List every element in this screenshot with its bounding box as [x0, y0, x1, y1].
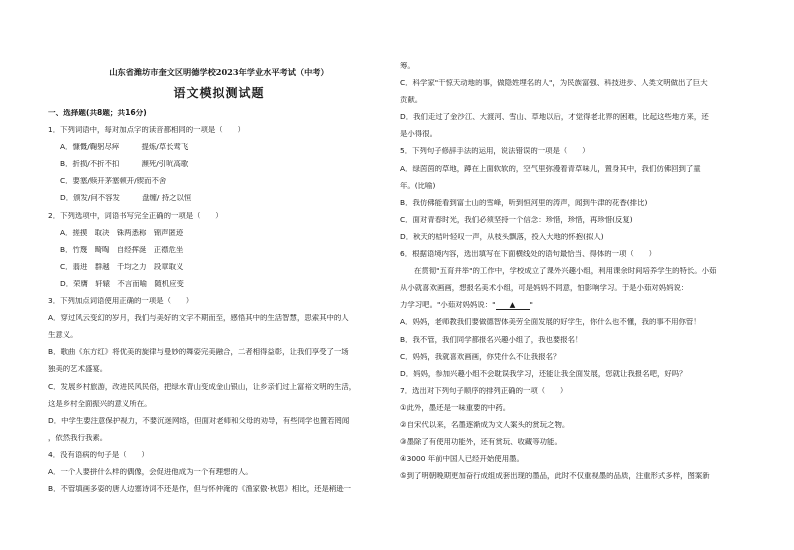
line-text: 生意义。: [48, 331, 78, 340]
left-column: [48, 62, 390, 502]
line-text: 年。(比喻): [400, 181, 436, 190]
text-line: [400, 455, 748, 472]
text-line: [48, 365, 390, 382]
line-text: B．折损/不折不扣 濒死/引吭高歌: [60, 160, 189, 169]
line-text: B．不管填画多姿的唐人边塞诗词不还是作，但与怀仲淹的《渔家傲·秋思》相比，还是稍逊一: [48, 485, 352, 494]
answer-option: [48, 194, 390, 211]
line-text: 4．没有语病的句子是（ ）: [48, 450, 149, 459]
question-stem: [400, 387, 748, 404]
line-text: C．妈妈，我就喜欢画画，你凭什么不让我报名？: [400, 352, 561, 361]
text-line: [48, 417, 390, 434]
text-line: [400, 182, 748, 199]
text-line: [48, 314, 390, 331]
line-text: 从小就喜欢画画，想报名美术小组，可是妈妈不同意，怕影响学习。于是小茹对妈妈说：: [400, 284, 689, 293]
line-text: B．竹篾 畸啕 自经挥涎 正襟危坐: [60, 245, 184, 254]
line-text: 3．下列加点词语使用正确的一项是（ ）: [48, 297, 194, 306]
answer-option: [48, 143, 390, 160]
text-line: [400, 353, 748, 370]
line-text: D．我们走过了金沙江、大渡河、雪山、草地以后，才觉得老北界的困难，比起这些地方来，还: [400, 113, 709, 122]
answer-option: [48, 280, 390, 297]
line-text: C．发展乡村旅游，改进民风民俗，把绿水青山变成金山银山，让乡亲们过上富裕文明的生活，: [48, 382, 357, 391]
text-line: [48, 485, 390, 502]
text-line: [400, 96, 748, 113]
line-text: D．颁发/问不容发 盘缠/ 持之以恒: [60, 194, 192, 203]
text-line: [48, 468, 390, 485]
answer-option: [48, 229, 390, 246]
line-text: 7．选出对下列句子顺序的排列正确的一项（ ）: [400, 386, 568, 395]
line-text: 贡献。: [400, 96, 423, 105]
question-stem: [400, 147, 748, 164]
line-text: 一、选择题(共8题；共16分): [48, 109, 147, 117]
line-text: B．歌曲《东方红》将优美的旋律与曼妙的舞姿完美融合，二者相得益彰，让我们享受了一场: [48, 348, 349, 357]
answer-option: [48, 263, 390, 280]
question-stem: [48, 451, 390, 468]
line-text: D．秋天的桔叶轻叹一声，从枝头飘落，投入大地的怀抱(拟人): [400, 232, 604, 241]
line-text: D．荣膺 轩辕 不言而喻 随机应变: [60, 279, 184, 288]
text-line: [400, 216, 748, 233]
text-line: [48, 383, 390, 400]
section-heading: [48, 109, 390, 126]
text-line: [400, 318, 748, 335]
line-text: 5．下列句子修辞手法的运用，说法错误的一项是（ ）: [400, 147, 590, 156]
line-text: 这是乡村全面振兴的意义所在。: [48, 399, 152, 408]
line-text: 6．根据语境内容，选出填写在下面横线处的语句最恰当、得体的一项（ ）: [400, 250, 656, 259]
line-text: A．穿过风云变幻的岁月，我们与美好的文字不期而至，感悟其中的生活智慧，思索其中的人: [48, 314, 349, 323]
line-tail: ": [529, 301, 533, 310]
exam-title: 山东省潍坊市奎文区明德学校2023年学业水平考试（中考）: [109, 67, 329, 77]
line-text: A．一个人要拼什么样的偶像，会促进他成为一个有理想的人。: [48, 467, 253, 476]
line-text: A．慷慨/鞠躬尽瘁 提炼/草长莺飞: [60, 143, 189, 152]
exam-subtitle: 语文模拟测试题: [173, 86, 265, 100]
text-line: [48, 434, 390, 451]
line-text: A．妈妈，老师教我们要做德智体美劳全面发展的好学生，你什么也不懂，我的事不用你管！: [400, 318, 701, 327]
line-text: 筹。: [400, 62, 415, 70]
text-line: [400, 79, 748, 96]
text-line: [48, 348, 390, 365]
text-line: [400, 130, 748, 147]
line-text: ③墨除了有使用功能外，还有赏玩、收藏等功能。: [400, 438, 562, 447]
line-text: A．搓摸 取决 铢两悉称 锦声匿迹: [60, 228, 184, 237]
answer-option: [48, 160, 390, 177]
line-text: ④3000 年前中国人已经开始使用墨。: [400, 455, 524, 464]
line-text: C．翡进 群越 千均之力 段章取义: [60, 262, 184, 271]
text-line: [400, 370, 748, 387]
line-text: ，依然我行我素。: [48, 433, 108, 442]
text-line: [400, 199, 748, 216]
line-text: ①此外，墨还是一味重要的中药。: [400, 403, 511, 412]
text-line: [400, 233, 748, 250]
line-text: 独美的艺术盛宴。: [48, 365, 108, 374]
line-text: C．面对青春时光，我们必须坚持一个信念：珍惜，珍惜，再珍惜(反复): [400, 215, 633, 224]
line-text: 是小得很。: [400, 130, 437, 139]
answer-blank: ▲: [496, 301, 530, 309]
text-line: [400, 62, 748, 79]
line-text: D．中学生要注意保护视力，不要沉迷网络，但面对老师和父母的劝导，有些同学也置若罔闻: [48, 416, 350, 425]
line-text: 2．下列选项中，词语书写完全正确的一项是（ ）: [48, 211, 223, 220]
text-line: [400, 284, 748, 301]
question-stem: [48, 212, 390, 229]
question-stem: [400, 250, 748, 267]
line-text: B．我仿佛能看到富士山的雪峰，听到恒河里的涛声，闻到牛津的花香(排比): [400, 198, 648, 207]
line-text: C．要塞/赎开茅塞顿开/锲而不舍: [60, 177, 167, 186]
line-text: 在贯彻"五育并举"的工作中，学校成立了课外兴趣小组，利用课余时间培养学生的特长。小茹: [414, 267, 717, 276]
right-column: [400, 62, 748, 489]
text-line: [400, 421, 748, 438]
text-line: [400, 113, 748, 130]
answer-option: [48, 177, 390, 194]
text-line: [400, 472, 748, 489]
question-stem: [48, 126, 390, 143]
line-text: ⑤到了明朝晚期更加奋行成组成套出现的墨品，此时不仅重视墨的品质，注重形式多样，图案新: [400, 472, 710, 481]
line-text: 力学习吧。"小茹对妈妈说：": [400, 301, 496, 310]
text-line: [400, 336, 748, 353]
line-text: ②自宋代以来，名墨逐渐成为文人案头的赏玩之物。: [400, 420, 570, 429]
line-text: D．妈妈，参加兴趣小组不会耽误我学习，还能让我全面发展，您就让我报名吧，好吗？: [400, 369, 687, 378]
line-text: A．绿茵茵的草地，蹲在上面软软的，空气里弥漫着青草味儿，置身其中，我们仿佛回到了童: [400, 164, 701, 173]
line-text: 1．下列词语中，每对加点字的读音都相同的一项是（ ）: [48, 126, 245, 135]
question-stem: [48, 297, 390, 314]
text-line: [48, 331, 390, 348]
text-line: [400, 438, 748, 455]
text-line: [400, 301, 748, 318]
text-line: [48, 400, 390, 417]
text-line: [400, 267, 748, 284]
line-text: B．我不管，我们同学都报名兴趣小组了，我也要报名！: [400, 335, 583, 344]
answer-option: [48, 246, 390, 263]
line-text: C．科学家"干惊天动地的事，做隐姓埋名的人"，为民族富强、科技进步、人类文明做出了巨大: [400, 79, 708, 88]
text-line: [400, 404, 748, 421]
text-line: [400, 165, 748, 182]
